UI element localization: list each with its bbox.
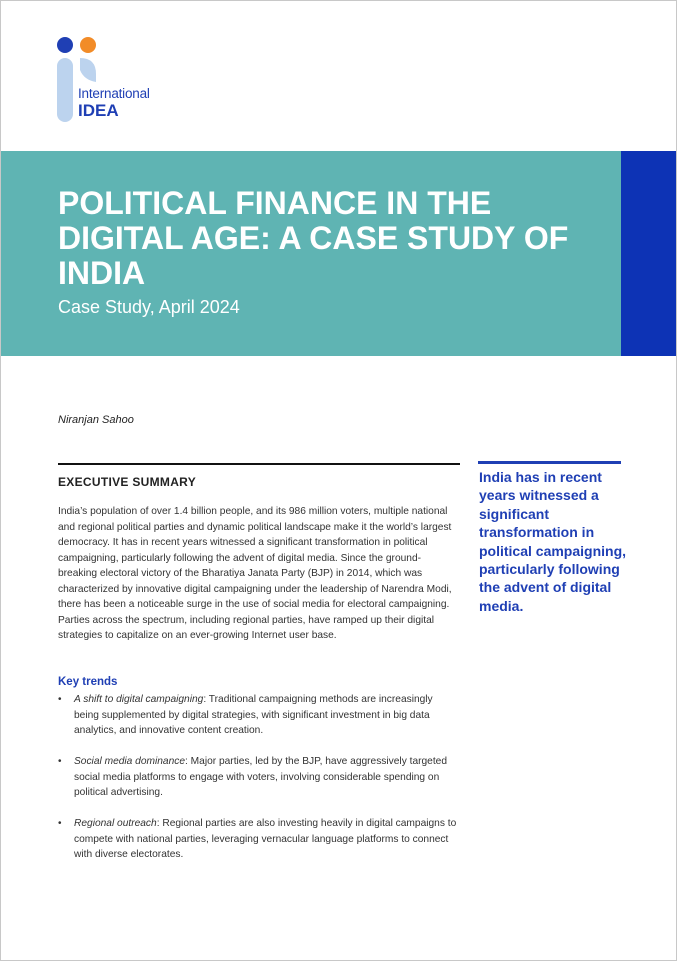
pull-quote: India has in recent years witnessed a significant transformation in political campaigning, particularly following the advent of digital media. [479,469,627,614]
executive-summary-heading: EXECUTIVE SUMMARY [58,475,197,489]
trend-item [58,754,459,801]
page-title: POLITICAL FINANCE IN THE DIGITAL AGE: A CASE STUDY OF INDIA [58,185,569,291]
section-divider [58,463,460,465]
bullet-icon: • [58,818,62,829]
key-trends-heading: Key trends [58,676,118,688]
trend-term: Regional outreach [74,818,157,829]
logo-orange-dot [80,37,96,53]
trend-term: A shift to digital campaigning [74,694,204,705]
bullet-icon: • [58,756,62,767]
trend-term: Social media dominance [74,756,185,767]
logo-stem [57,58,73,122]
trend-item [58,692,459,739]
page-subtitle: Case Study, April 2024 [58,297,240,317]
logo-text-international: International [78,86,150,101]
banner-accent-block [621,151,676,356]
bullet-icon: • [58,694,62,705]
trend-text: : Traditional campaigning methods are increasingly being supplemented by digital strategies, with significant investment in big data analytics, and innovative content creation. [74,694,433,736]
logo-blue-dot [57,37,73,53]
trend-text: : Major parties, led by the BJP, have aggressively targeted social media platforms to engage with voters, involving considerable spending on political advertising. [74,756,447,798]
executive-summary-body: India’s population of over 1.4 billion people, and its 986 million voters, multiple national and regional political parties and dynamic political landscape make it the world’s largest democracy. It has in recent years witnessed a significant transformation in political campaigning, particularly following the advent of digital media. Since the ground-breaking electoral victory of the Bharatiya Janata Party (BJP) in 2014, which was characterized by innovative digital campaigning under the leadership of Narendra Modi, there has been a noticeable surge in the use of social media for electoral campaigning. Parties across the spectrum, including regional parties, have ramped up their digital strategies to capitalize on an ever-growing Internet user base. [58,506,452,641]
logo-text-idea: IDEA [78,101,119,120]
trend-item [58,816,459,863]
logo-arc [80,58,96,82]
trend-text: : Regional parties are also investing heavily in digital campaigns to compete with national parties, leveraging vernacular language platforms to connect with diverse electorates. [74,818,457,860]
pullquote-divider [478,461,621,464]
author-name: Niranjan Sahoo [58,414,134,426]
